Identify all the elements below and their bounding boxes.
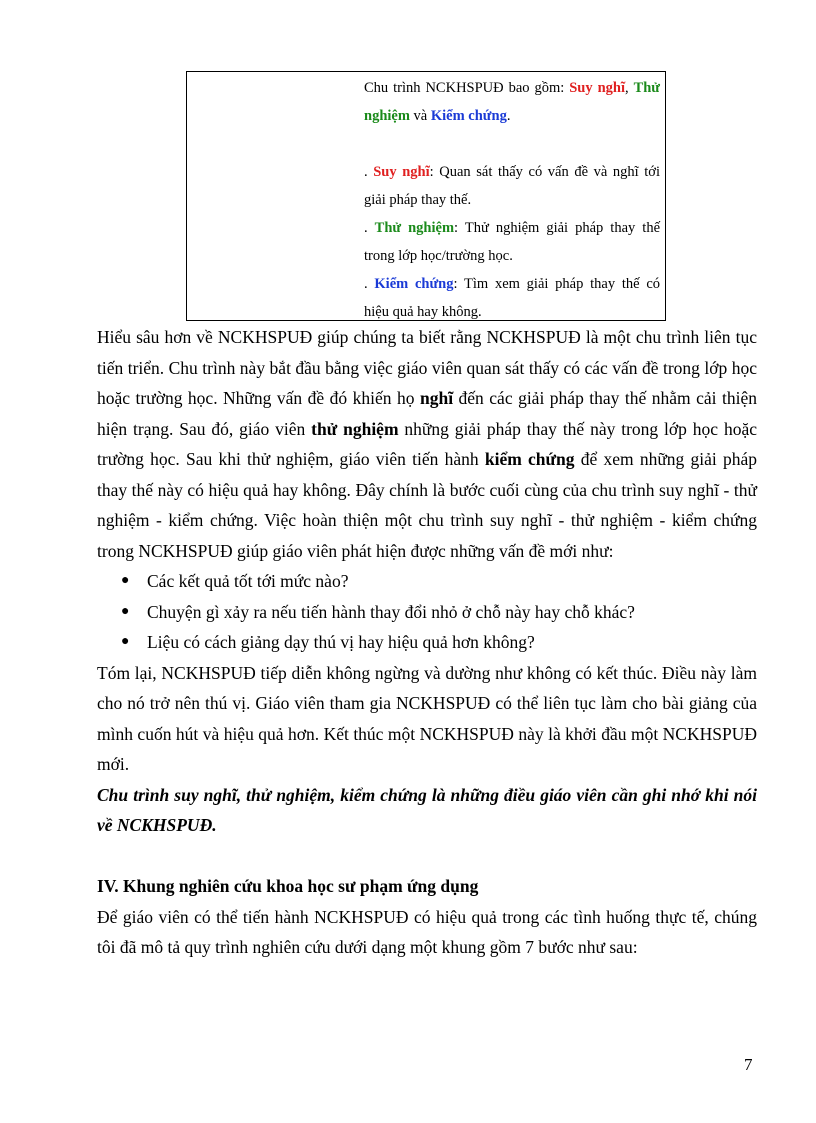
- bold-term: kiểm chứng: [484, 449, 575, 469]
- bullet-icon: ●: [121, 603, 130, 619]
- para-text: đến các giải pháp thay thế nhằm cải thiện hiện trạng. Sau đó, giáo viên: [97, 388, 757, 439]
- box-item-text: : Thử nghiệm giải pháp thay thế trong lớp học/trường học.: [364, 220, 661, 264]
- box-item-prefix: .: [364, 220, 375, 236]
- box-item-prefix: .: [364, 276, 375, 292]
- bold-term: nghĩ: [419, 388, 454, 408]
- box-item-kiem-chung: [364, 270, 660, 326]
- bullet-icon: ●: [121, 573, 130, 588]
- box-item-text: : Quan sát thấy có vấn đề và nghĩ tới giải pháp thay thế.: [364, 164, 660, 208]
- term-suy-nghi: Suy nghĩ: [569, 80, 625, 96]
- box-item-term: Thử nghiệm: [374, 220, 455, 236]
- para-text: Hiểu sâu hơn về NCKHSPUĐ giúp chúng ta biết rằng NCKHSPUĐ là một chu trình liên tục tiến triển. Chu trình này bắt đầu bằng việc giáo viên quan sát thấy có các vấn đề trong lớp học hoặc trường học. Những vấn đề đó khiến họ: [97, 327, 757, 408]
- box-intro: [364, 74, 660, 130]
- box-sep-1: ,: [624, 80, 634, 96]
- box-item-text: : Tìm xem giải pháp thay thế có hiệu quả hay không.: [364, 276, 660, 320]
- list-item-text: Các kết quả tốt tới mức nào?: [147, 571, 349, 591]
- paragraph-summary: Tóm lại, NCKHSPUĐ tiếp diễn không ngừng và dường như không có kết thúc. Điều này làm cho nó trở nên thú vị. Giáo viên tham gia NCKHSPUĐ có thể liên tục làm cho bài giảng của mình cuốn hút và hiệu quả hơn. Kết thúc một NCKHSPUĐ này là khởi đầu một NCKHSPUĐ mới.: [97, 662, 757, 774]
- emphasis-note: Chu trình suy nghĩ, thử nghiệm, kiểm chứng là những điều giáo viên cần ghi nhớ khi nói về NCKHSPUĐ.: [97, 784, 757, 835]
- box-intro-end: .: [506, 108, 511, 124]
- para-text: để xem những giải pháp thay thế này có hiệu quả hay không. Đây chính là bước cuối cùng của chu trình suy nghĩ - thử nghiệm - kiểm chứng. Việc hoàn thiện một chu trình suy nghĩ - thử nghiệm - kiểm chứng trong NCKHSPUĐ giúp giáo viên phát hiện được những vấn đề mới như:: [97, 449, 757, 561]
- summary-box-text: [364, 74, 660, 326]
- paragraph-framework: Để giáo viên có thể tiến hành NCKHSPUĐ có hiệu quả trong các tình huống thực tế, chúng tôi đã mô tả quy trình nghiên cứu dưới dạng một khung gồm 7 bước như sau:: [97, 906, 757, 957]
- box-gap: [364, 130, 660, 158]
- list-item: [97, 597, 757, 628]
- paragraph-cycle: [97, 322, 757, 566]
- question-list: [97, 566, 757, 658]
- list-item: [97, 566, 757, 597]
- list-item: [97, 627, 757, 658]
- main-content: [97, 322, 757, 963]
- term-kiem-chung: Kiểm chứng: [430, 108, 507, 124]
- box-item-thu-nghiem: [364, 214, 660, 270]
- page-number: 7: [744, 1055, 753, 1074]
- section-heading: IV. Khung nghiên cứu khoa học sư phạm ứng dụng: [97, 876, 479, 896]
- list-item-text: Liệu có cách giảng dạy thú vị hay hiệu quả hơn không?: [147, 632, 535, 652]
- para-text: những giải pháp thay thế này trong lớp học hoặc trường học. Sau khi thử nghiệm, giáo viên tiến hành: [97, 418, 757, 469]
- box-intro-prefix: Chu trình NCKHSPUĐ bao gồm:: [364, 80, 570, 96]
- summary-box: [186, 71, 666, 321]
- box-item-term: Suy nghĩ: [373, 164, 430, 180]
- term-thu-nghiem: Thử nghiệm: [364, 80, 660, 124]
- bold-term: thử nghiệm: [311, 418, 399, 439]
- box-item-suy-nghi: [364, 158, 660, 214]
- box-item-prefix: .: [364, 164, 374, 180]
- bullet-icon: ●: [121, 634, 130, 649]
- list-item-text: Chuyện gì xảy ra nếu tiến hành thay đổi nhỏ ở chỗ này hay chỗ khác?: [147, 601, 635, 622]
- box-item-term: Kiểm chứng: [374, 276, 454, 292]
- box-sep-2: và: [409, 108, 431, 124]
